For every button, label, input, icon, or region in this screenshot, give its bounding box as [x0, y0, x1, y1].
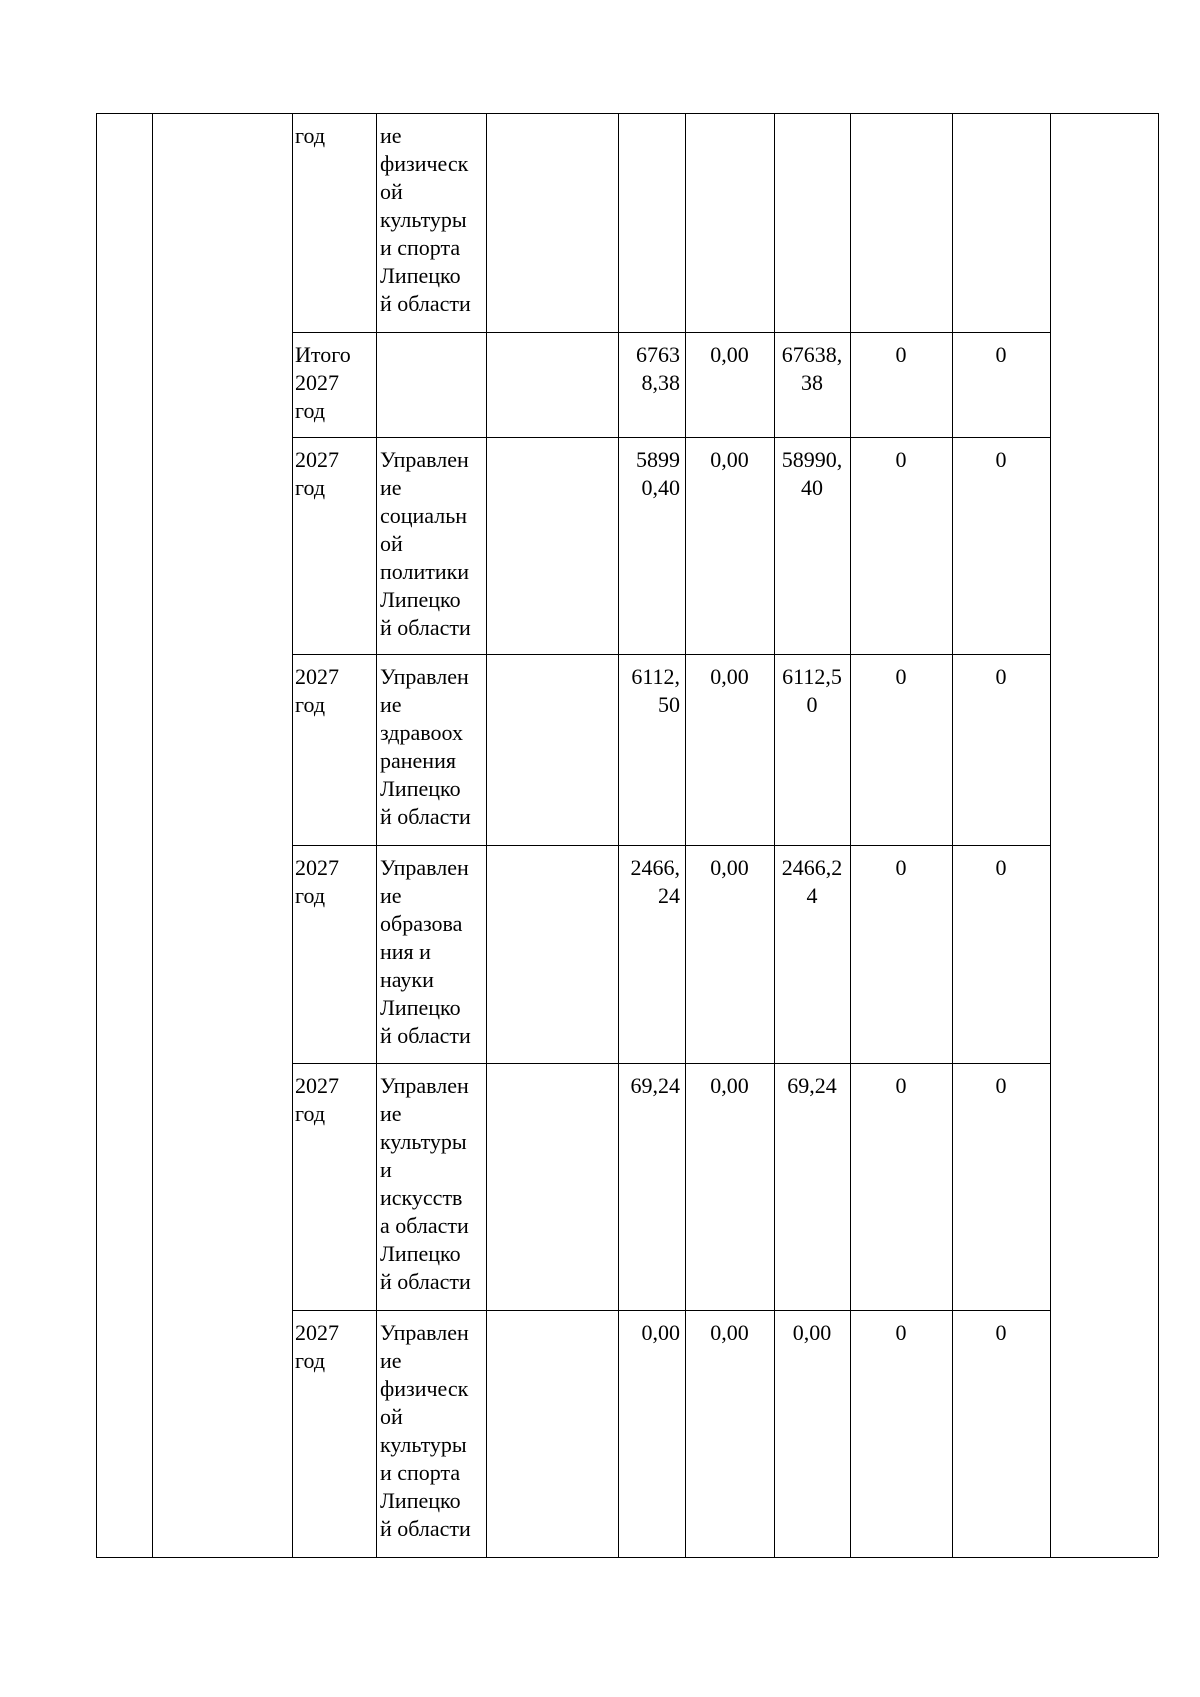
- cell-total: 69,24: [630, 1073, 680, 1098]
- cell-local: 0: [895, 1073, 907, 1098]
- cell-executor: Управлен ие социальн ой политики Липецко й области: [380, 447, 471, 640]
- cell-other: 0: [995, 342, 1007, 367]
- cell-regional: 69,24: [787, 1073, 837, 1098]
- row-divider: [292, 437, 1050, 438]
- cell-local: 0: [895, 342, 907, 367]
- cell-year: 2027 год: [295, 1073, 339, 1126]
- cell-federal: 0,00: [710, 855, 749, 880]
- cell-year: 2027 год: [295, 855, 339, 908]
- column-divider: [292, 113, 293, 1557]
- column-divider: [1050, 113, 1051, 1557]
- column-divider: [96, 113, 97, 1557]
- row-divider: [292, 845, 1050, 846]
- cell-total: 6763 8,38: [636, 342, 680, 395]
- cell-year: 2027 год: [295, 1320, 339, 1373]
- cell-executor: Управлен ие культуры и искусств а области Липецко й области: [380, 1073, 471, 1294]
- cell-total: 2466, 24: [630, 855, 680, 908]
- row-divider: [292, 332, 1050, 333]
- cell-year: год: [295, 123, 326, 148]
- cell-year: 2027 год: [295, 447, 339, 500]
- column-divider: [152, 113, 153, 1557]
- cell-federal: 0,00: [710, 447, 749, 472]
- cell-other: 0: [995, 855, 1007, 880]
- cell-year: Итого 2027 год: [295, 342, 351, 423]
- cell-other: 0: [995, 664, 1007, 689]
- cell-executor: ие физическ ой культуры и спорта Липецко й области: [380, 123, 471, 316]
- cell-executor: Управлен ие здравоох ранения Липецко й области: [380, 664, 471, 829]
- column-divider: [486, 113, 487, 1557]
- cell-other: 0: [995, 447, 1007, 472]
- cell-local: 0: [895, 855, 907, 880]
- table-top-border: [96, 113, 1158, 114]
- column-divider: [376, 113, 377, 1557]
- cell-regional: 67638, 38: [781, 342, 843, 395]
- cell-other: 0: [995, 1073, 1007, 1098]
- cell-federal: 0,00: [710, 1320, 749, 1345]
- cell-local: 0: [895, 664, 907, 689]
- cell-other: 0: [995, 1320, 1007, 1345]
- cell-regional: 6112,5 0: [782, 664, 842, 717]
- column-divider: [1158, 113, 1159, 1557]
- cell-federal: 0,00: [710, 342, 749, 367]
- cell-year: 2027 год: [295, 664, 339, 717]
- row-divider: [292, 1063, 1050, 1064]
- cell-regional: 58990, 40: [781, 447, 843, 500]
- cell-local: 0: [895, 447, 907, 472]
- cell-regional: 0,00: [792, 1320, 832, 1345]
- cell-total: 5899 0,40: [636, 447, 680, 500]
- row-divider: [292, 1310, 1050, 1311]
- row-divider: [292, 654, 1050, 655]
- cell-federal: 0,00: [710, 1073, 749, 1098]
- cell-executor: Управлен ие физическ ой культуры и спорта Липецко й области: [380, 1320, 471, 1541]
- cell-federal: 0,00: [710, 664, 749, 689]
- cell-total: 6112, 50: [631, 664, 680, 717]
- cell-regional: 2466,2 4: [781, 855, 843, 908]
- cell-executor: Управлен ие образова ния и науки Липецко й области: [380, 855, 471, 1048]
- table-bottom-border: [96, 1557, 1158, 1558]
- cell-total: 0,00: [641, 1320, 680, 1345]
- cell-local: 0: [895, 1320, 907, 1345]
